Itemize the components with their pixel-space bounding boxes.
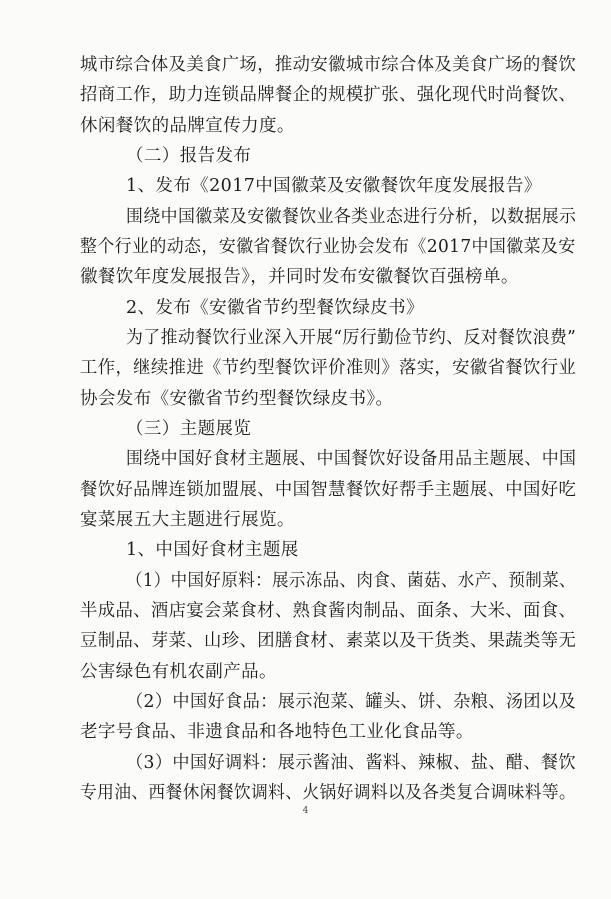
subsection-heading: 1、发布《2017中国徽菜及安徽餐饮年度发展报告》 [126,176,542,197]
body-text-line: 围绕中国好食材主题展、中国餐饮好设备用品主题展、中国 [126,449,577,470]
body-text-line: 宴菜展五大主题进行展览。 [80,510,295,530]
body-text-line: 为了推动餐饮行业深入开展“厉行勤俭节约、反对餐饮浪费” [126,328,577,348]
body-text-line: 招商工作，助力连锁品牌餐企的规模扩张、强化现代时尚餐饮、 [80,85,577,106]
body-text-line: 城市综合体及美食广场，推动安徽城市综合体及美食广场的餐饮 [80,55,577,75]
body-text-line: 徽餐饮年度发展报告》，并同时发布安徽餐饮百强榜单。 [80,267,519,288]
section-heading: （二）报告发布 [126,146,252,166]
body-text-line: 公害绿色有机农副产品。 [80,661,277,682]
body-text-line: 老字号食品、非遗食品和各地特色工业化食品等。 [80,722,474,743]
body-text-line: 工作，继续推进《节约型餐饮评价准则》落实，安徽省餐饮行业 [80,358,577,379]
body-text-line: 半成品、酒店宴会菜食材、熟食酱肉制品、面条、大米、面食、 [80,601,577,621]
body-text-line: （2）中国好食品：展示泡菜、罐头、饼、杂粮、汤团以及 [126,692,577,712]
body-text-line: 餐饮好品牌连锁加盟展、中国智慧餐饮好帮手主题展、中国好吃 [80,479,577,500]
subsection-heading: 2、发布《安徽省节约型餐饮绿皮书》 [126,297,424,318]
body-text-line: 专用油、西餐休闲餐饮调料、火锅好调料以及各类复合调味料等。 [80,783,577,803]
body-text-line: （1）中国好原料：展示冻品、肉食、菌菇、水产、预制菜、 [126,570,576,591]
body-text-line: 整个行业的动态，安徽省餐饮行业协会发布《2017中国徽菜及安 [80,237,576,257]
body-text-line: （3）中国好调料：展示酱油、酱料、辣椒、盐、醋、餐饮 [126,752,577,773]
page-number: 4 [302,806,309,816]
subsection-heading: 1、中国好食材主题展 [126,540,299,561]
body-text-line: 协会发布《安徽省节约型餐饮绿皮书》。 [80,388,394,409]
section-heading: （三）主题展览 [126,419,252,439]
body-text-line: 围绕中国徽菜及安徽餐饮业各类业态进行分析，以数据展示 [126,206,577,227]
body-text-line: 豆制品、芽菜、山珍、团膳食材、素菜以及干货类、果蔬类等无 [80,631,577,652]
body-text-line: 休闲餐饮的品牌宣传力度。 [80,115,295,136]
